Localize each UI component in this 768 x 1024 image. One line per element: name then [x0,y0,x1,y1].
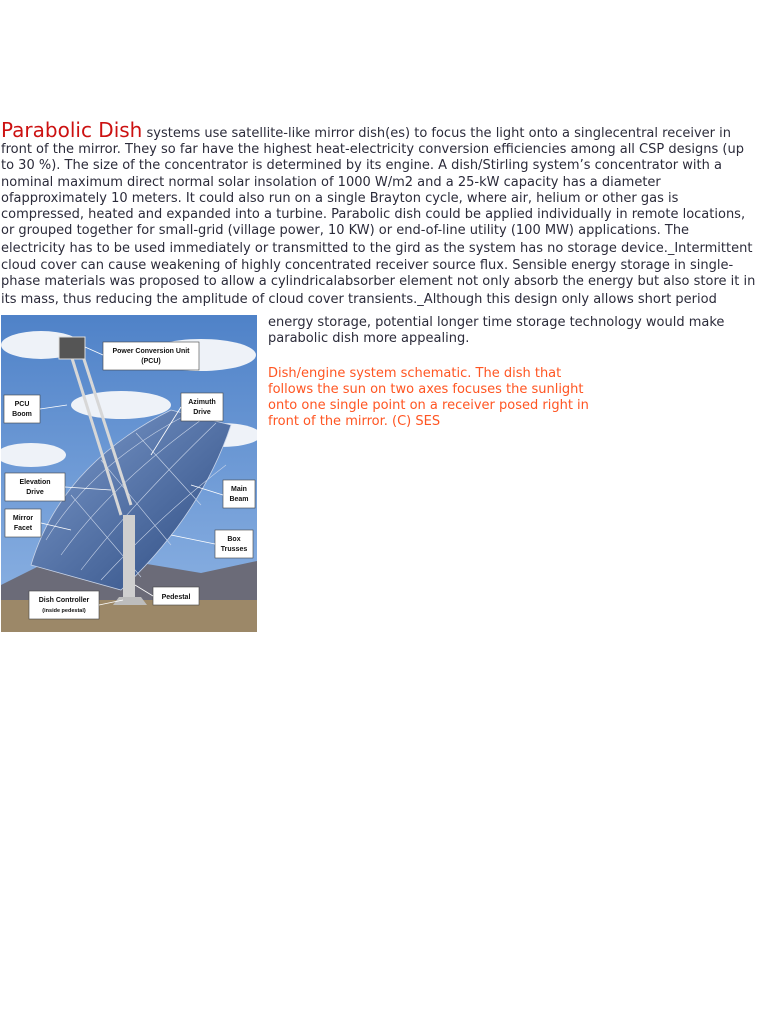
label-box-trusses-line-1: Box [227,536,241,543]
article-continuation [268,315,768,347]
label-mirror-facet-line-1: Mirror [12,515,34,522]
label-pedestal-text: Pedestal [161,594,191,601]
article-line-8: cloud cover can cause weakening of highly concentrated receiver source flux. Sensible energy storage in single- [1,257,734,273]
article-line-9: phase materials was proposed to allow a cylindricalabsorber element not only absorb the energy but also store it in [1,273,756,289]
label-mirror-facet [5,509,41,537]
label-box-trusses-line-2: Trusses [220,546,248,553]
label-box-trusses [215,530,253,558]
figure-caption [268,366,768,430]
label-pcu-line-2: (PCU) [141,358,161,365]
article-line-10: its mass, thus reducing the amplitude of cloud cover transients._Although this design only allows short period [1,292,717,308]
power-conversion-unit [59,337,85,359]
label-pcu-line-1: Power Conversion Unit [112,348,190,355]
label-pcu [103,342,199,370]
article-line-2: to 30 %). The size of the concentrator is determined by its engine. A dish/Stirling system’s concentrator with a [1,158,722,174]
label-pcu-boom [4,395,40,423]
article-body [1,120,767,308]
label-azimuth-line-2: Drive [193,409,211,416]
article-line-1: front of the mirror. They so far have the highest heat-electricity conversion efficiencies among all CSP designs (up [1,142,744,158]
caption-line-3: front of the mirror. (C) SES [268,414,441,429]
label-elevation-line-1: Elevation [19,479,51,486]
article-line-6: or grouped together for small-grid (village power, 10 KW) or end-of-line utility (100 MW) applications. The [1,223,690,239]
label-dish-controller [29,591,99,619]
label-azimuth-line-1: Azimuth [188,399,216,406]
label-pcu-boom-line-2: Boom [12,411,32,418]
article-line-4: ofapproximately 10 meters. It could also run on a single Brayton cycle, where air, helium or other gas is [1,190,679,206]
article-line-0: systems use satellite-like mirror dish(es) to focus the light onto a singlecentral receiver in [142,126,731,141]
caption-line-2: onto one single point on a receiver posed right in [268,398,589,413]
article-after-line-0: energy storage, potential longer time storage technology would make [268,315,725,330]
article-after-line-1: parabolic dish more appealing. [268,331,470,347]
article-first-line [1,120,767,142]
label-dish-controller-line-1: Dish Controller [38,597,90,604]
label-azimuth-drive [181,393,223,421]
article-line-7: electricity has to be used immediately or transmitted to the gird as the system has no storage device._Intermittent [1,241,753,257]
dish-system-illustration [1,315,257,632]
label-main-beam-line-2: Beam [229,496,249,503]
label-main-beam-line-1: Main [231,486,247,493]
article-line-3: nominal maximum direct normal solar insolation of 1000 W/m2 and a 25-kW capacity has a diameter [1,174,661,190]
label-elevation-drive [5,473,65,501]
label-pedestal [153,587,199,605]
caption-line-1: follows the sun on two axes focuses the sunlight [268,382,584,397]
dish-system-photo [1,315,257,632]
article-heading: Parabolic Dish [1,118,143,142]
label-dish-controller-line-2: (inside pedestal) [42,608,86,614]
label-main-beam [223,480,255,508]
article-line-5: compressed, heated and expanded into a turbine. Parabolic dish could be applied individually in remote locations, [1,207,746,223]
pedestal-post [123,515,135,605]
label-elevation-line-2: Drive [26,489,44,496]
label-pcu-boom-line-1: PCU [14,401,30,408]
label-mirror-facet-line-2: Facet [13,525,33,532]
caption-line-0: Dish/engine system schematic. The dish that [268,366,562,381]
